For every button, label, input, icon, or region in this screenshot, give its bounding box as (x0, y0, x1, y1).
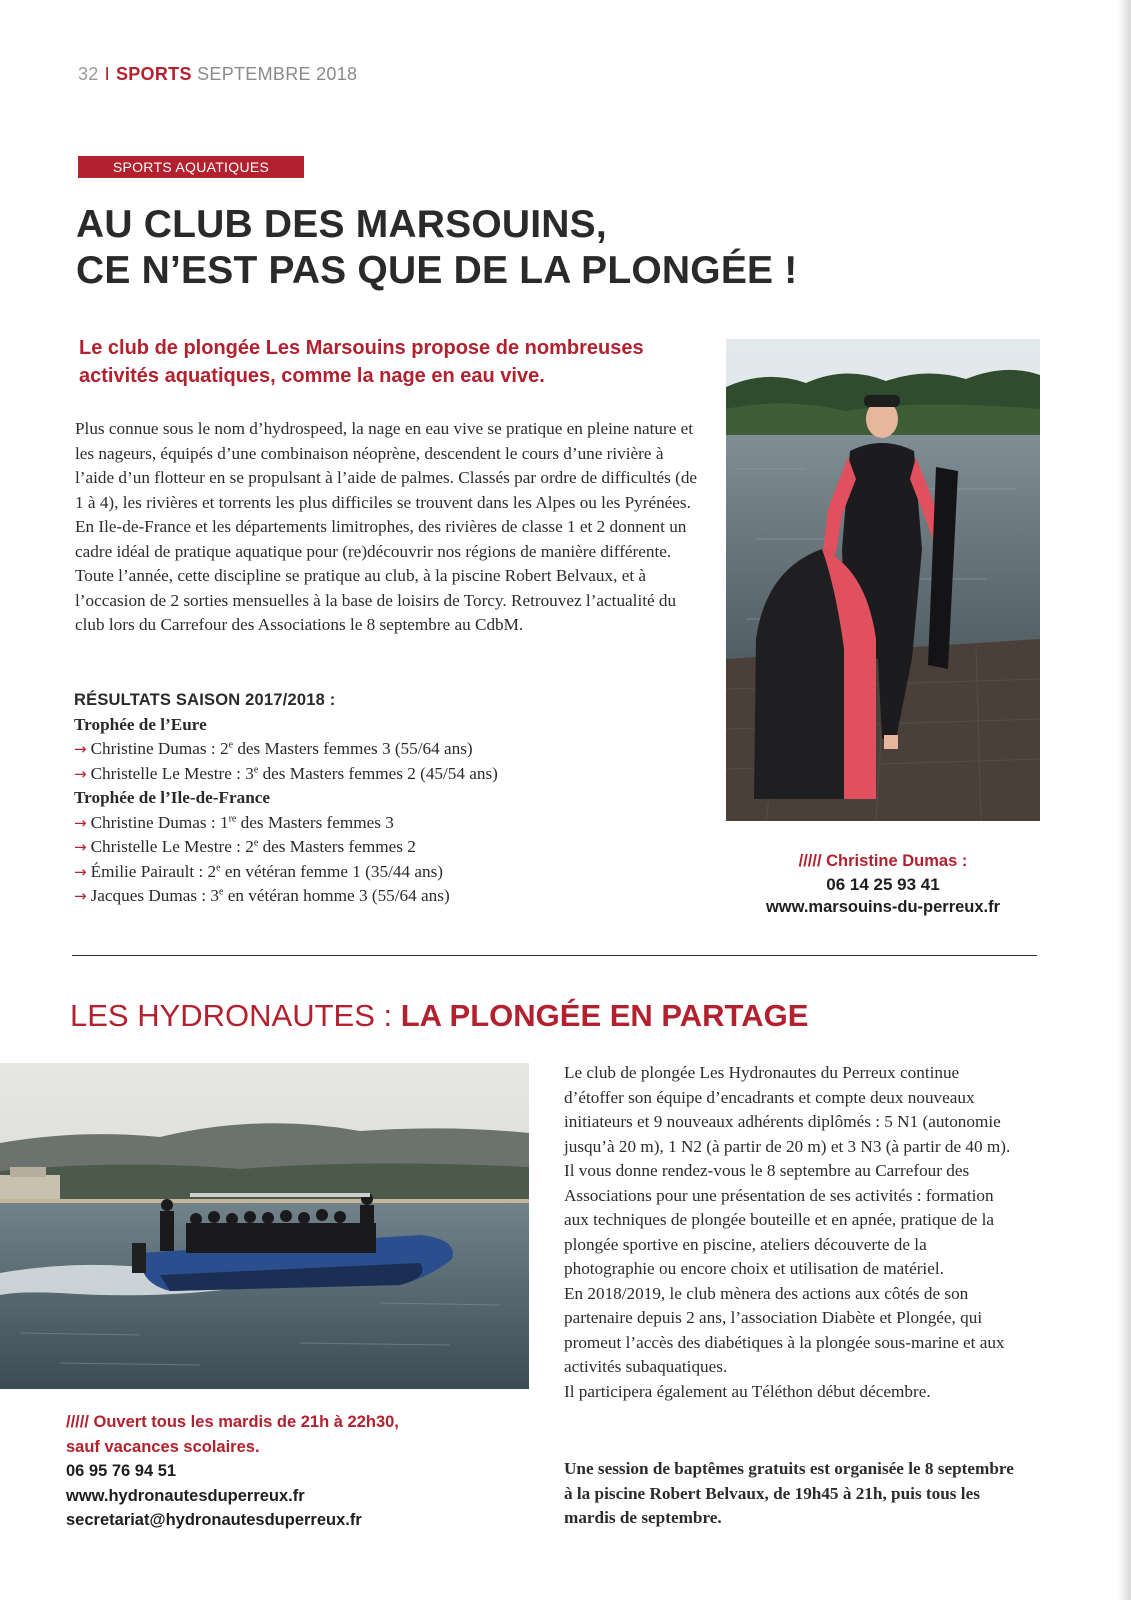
body-paragraph: Il participera également au Téléthon début décembre. (564, 1381, 931, 1401)
page-number: 32 (78, 64, 99, 84)
result-text: des Masters femmes 2 (45/54 ans) (258, 763, 498, 783)
result-item (74, 762, 714, 787)
contact-marsouins (726, 850, 1040, 919)
result-text: Christine Dumas : 1 (90, 812, 229, 832)
result-text: en vétéran homme 3 (55/64 ans) (223, 886, 450, 905)
result-text: Christelle Le Mestre : 2 (90, 837, 254, 856)
result-item (74, 884, 714, 909)
ordinal-suffix: e (228, 739, 234, 751)
ordinal-suffix: e (253, 837, 259, 849)
ordinal-suffix: re (228, 812, 237, 824)
body-paragraph: Plus connue sous le nom d’hydrospeed, la nage en eau vive se pratique en pleine nature et les nageurs, équipés d’une combinaison néoprène, descendent le cours d’une rivière à l’aide d’un flotteur en se propulsant à l’aide de palmes. Classés par ordre de difficultés (de 1 à 4), les rivières et torrents les plus difficiles se trouvent dans les Alpes ou les Pyrénées. En Ile-de-France et les départements limitrophes, des rivières de classe 1 et 2 donnent un cadre idéal de pratique aquatique pour (re)découvrir nos régions de manière différente. (75, 419, 698, 561)
ordinal-suffix: e (216, 861, 221, 873)
result-item (74, 835, 714, 860)
contact-phone: 06 14 25 93 41 (826, 875, 940, 894)
result-text: Christelle Le Mestre : 3 (90, 763, 254, 783)
photo-dive-boat (0, 1063, 529, 1389)
headline-line-2: CE N’EST PAS QUE DE LA PLONGÉE ! (76, 249, 798, 292)
result-item (74, 737, 714, 762)
body-paragraph: En 2018/2019, le club mènera des actions aux côtés de son partenaire depuis 2 ans, l’association Diabète et Plongée, qui promeut l’accès des diabétiques à la plongée sous-marine et aux activités subaquatiques. (564, 1283, 1005, 1376)
article2-highlight: Une session de baptêmes gratuits est organisée le 8 septembre à la piscine Robert Belvaux, de 19h45 à 21h, puis tous les mardis de septembre. (564, 1459, 1014, 1527)
opening-hours: ///// Ouvert tous les mardis de 21h à 22h30, (66, 1413, 399, 1431)
results-list (74, 713, 714, 909)
ordinal-suffix: e (253, 763, 259, 775)
competition-name: Trophée de l’Eure (74, 714, 207, 734)
article-lead: Le club de plongée Les Marsouins propose de nombreuses activités aquatiques, comme la nage en eau vive. (79, 337, 644, 387)
contact-email-link[interactable]: secretariat@hydronautesduperreux.fr (66, 1511, 362, 1529)
issue-date: SEPTEMBRE 2018 (197, 64, 358, 84)
article2-title (70, 998, 808, 1034)
ordinal-suffix: e (218, 886, 224, 898)
contact-website-link[interactable]: www.marsouins-du-perreux.fr (765, 898, 1001, 916)
body-paragraph: Le club de plongée Les Hydronautes du Perreux continue d’étoffer son équipe d’encadrants et compte deux nouveaux initiateurs et 9 nouveaux adhérents diplômés : 5 N1 (autonomie jusqu’à 20 m), 1 N2 (à partir de 20 m) et 3 N3 (à partir de 40 m). Il vous donne rendez-vous le 8 septembre au Carrefour des Associations pour une présentation de ses activités : formation aux techniques de plongée bouteille et en apnée, pratique de la plongée sportive en piscine, ateliers découverte de la photographie ou encore choix et utilisation de matériel. (564, 1063, 1011, 1278)
header-separator: I (104, 64, 110, 84)
result-text: Émilie Pairault : 2 (90, 861, 217, 881)
section-name: SPORTS (115, 64, 192, 84)
arrow-right-icon: → (74, 764, 87, 783)
arrow-right-icon: → (74, 862, 87, 881)
competition-name: Trophée de l’Ile-de-France (74, 788, 271, 807)
article2-title-part2: LA PLONGÉE EN PARTAGE (400, 998, 809, 1033)
result-item (74, 811, 714, 836)
page-binding-edge (1117, 0, 1131, 1600)
section-divider (72, 955, 1037, 956)
arrow-right-icon: → (74, 838, 87, 856)
contact-website-link[interactable]: www.hydronautesduperreux.fr (66, 1486, 305, 1505)
article2-body (564, 1061, 1014, 1404)
result-item (74, 860, 714, 885)
photo-hydrospeed-swimmer (726, 339, 1040, 821)
article-body (75, 417, 705, 638)
result-text: Jacques Dumas : 3 (90, 886, 219, 905)
arrow-right-icon: → (74, 740, 87, 758)
result-text: des Masters femmes 2 (258, 837, 416, 856)
contact-hydronautes (66, 1410, 546, 1533)
result-text: Christine Dumas : 2 (90, 739, 229, 758)
result-text: des Masters femmes 3 (55/64 ans) (233, 739, 473, 758)
running-header (78, 64, 357, 85)
headline-line-1: AU CLUB DES MARSOUINS, (76, 203, 607, 246)
contact-name: ///// Christine Dumas : (798, 852, 968, 870)
opening-hours-note: sauf vacances scolaires. (66, 1437, 260, 1456)
contact-phone: 06 95 76 94 51 (66, 1462, 177, 1480)
article-headline (76, 202, 876, 294)
arrow-right-icon: → (74, 887, 87, 905)
result-text: en vétéran femme 1 (35/44 ans) (220, 861, 443, 881)
results-title: RÉSULTATS SAISON 2017/2018 : (74, 691, 336, 709)
arrow-right-icon: → (74, 813, 87, 832)
category-kicker: SPORTS AQUATIQUES (78, 156, 304, 178)
body-paragraph: Toute l’année, cette discipline se pratique au club, à la piscine Robert Belvaux, et à l’occasion de 2 sorties mensuelles à la base de loisirs de Torcy. Retrouvez l’actualité du club lors du Carrefour des Associations le 8 septembre au CdbM. (75, 566, 677, 634)
article2-title-part1: LES HYDRONAUTES : (70, 998, 401, 1033)
result-text: des Masters femmes 3 (236, 812, 394, 832)
results-section (74, 688, 714, 909)
